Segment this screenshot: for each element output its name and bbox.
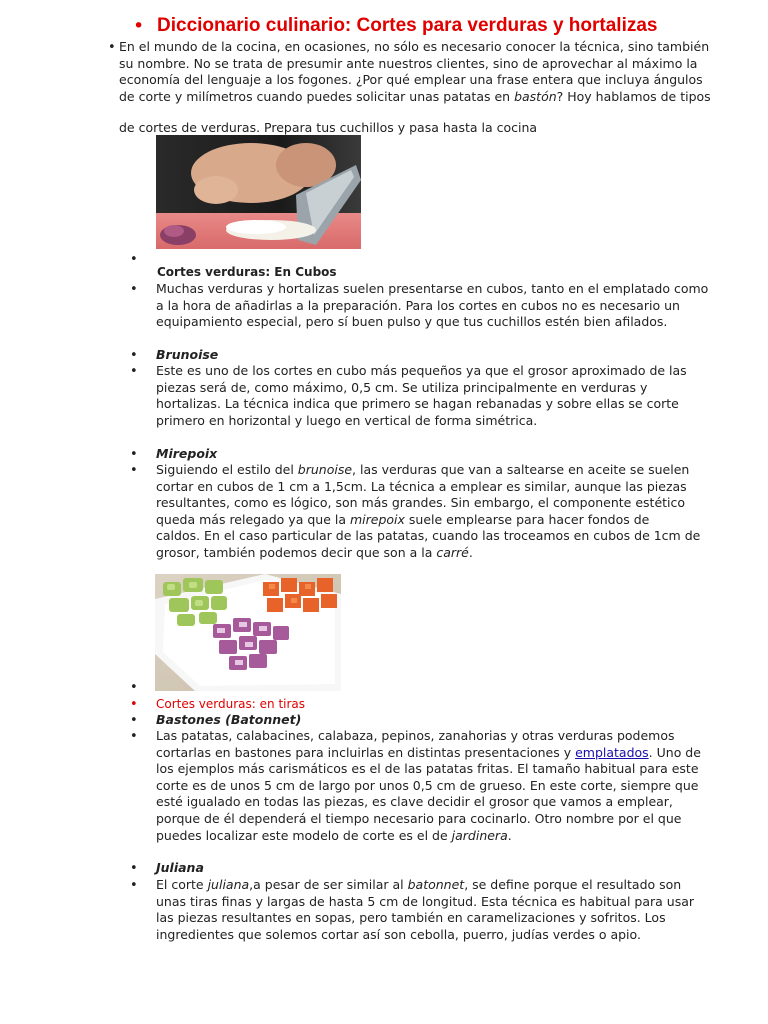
section-heading-bastones: Bastones (Batonnet) (156, 712, 302, 727)
text-line: las piezas resultantes en sopas, pero también en caramelizaciones y sofritos. Los (156, 910, 666, 926)
text-line: caldos. En el caso particular de las patatas, cuando las troceamos en cubos de 1cm de (156, 528, 701, 544)
text-line: equipamiento especial, pero sí buen pulso y que tus cuchillos estén bien afilados. (156, 314, 668, 330)
text-line: piezas será de, como máximo, 0,5 cm. Se utiliza principalmente en verduras y (156, 379, 648, 395)
bullet: • (130, 697, 138, 712)
text-line: Las patatas, calabacines, calabaza, pepinos, zanahorias y otras verduras podemos (156, 728, 675, 743)
text-line: cortar en cubos de 1 cm a 1,5cm. La técnica a emplear es similar, aunque las piezas (156, 478, 687, 494)
text-line: a la hora de añadirlas a la preparación. Para los cortes en cubos no es necesario un (156, 297, 680, 313)
knife-chopping-photo (156, 135, 361, 249)
bullet: • (130, 447, 138, 462)
text-line: los ejemplos más carismáticos es el de las patatas fritas. El tamaño habitual para este (156, 761, 699, 777)
emplatados-link[interactable]: emplatados (575, 744, 649, 760)
bullet: • (108, 40, 116, 55)
text-line: queda más relegado ya que la mirepoix suele emplearse para hacer fondos de (156, 511, 650, 527)
section-heading-brunoise: Brunoise (156, 347, 219, 362)
cubos-paragraph (156, 281, 708, 331)
text-line: El corte juliana,a pesar de ser similar al batonnet, se define porque el resultado son (156, 877, 682, 892)
brunoise-paragraph (156, 363, 687, 429)
text-line: de corte y milímetros cuando puedes solicitar unas patatas en bastón? Hoy hablamos de tipos (119, 88, 711, 104)
mirepoix-paragraph (156, 462, 700, 562)
text-line: puedes localizar este modelo de corte es el de jardinera. (156, 827, 512, 843)
section-heading-mirepoix: Mirepoix (156, 446, 218, 461)
bullet: • (130, 878, 138, 893)
text-line: Este es uno de los cortes en cubo más pequeños ya que el grosor aproximado de las (156, 363, 687, 378)
bullet: • (130, 364, 138, 379)
text-line: esté igualado en todas las piezas, es clave decidir el grosor que vamos a emplear, (156, 794, 673, 810)
text-line: Siguiendo el estilo del brunoise, las verduras que van a saltearse en aceite se suelen (156, 462, 690, 477)
diced-vegetables-photo (155, 574, 341, 691)
bullet: • (130, 729, 138, 744)
bastones-paragraph (156, 728, 701, 844)
text-line: Muchas verduras y hortalizas suelen presentarse en cubos, tanto en el emplatado como (156, 281, 709, 296)
bullet: • (130, 463, 138, 478)
text-line: unas tiras finas y largas de hasta 5 cm de longitud. Esta técnica es habitual para usar (156, 893, 695, 909)
text-line: porque de él dependerá el tiempo necesario para cocinarlo. Otro nombre por el que (156, 810, 682, 826)
bullet: • (130, 680, 138, 695)
section-heading-cubos: Cortes verduras: En Cubos (157, 265, 337, 279)
text-line: su nombre. No se trata de presumir ante nuestros clientes, sino de aprovechar al máximo la (119, 55, 698, 71)
page-title: Diccionario culinario: Cortes para verduras y hortalizas (157, 15, 658, 36)
juliana-paragraph (156, 877, 694, 943)
text-line: de cortes de verduras. Prepara tus cuchillos y pasa hasta la cocina (119, 120, 538, 135)
bullet: • (130, 252, 138, 267)
text-line: primero en horizontal y luego en vertical de forma simétrica. (156, 412, 538, 428)
bullet: • (130, 713, 138, 728)
bullet: • (130, 348, 138, 363)
text-line: En el mundo de la cocina, en ocasiones, no sólo es necesario conocer la técnica, sino también (119, 39, 710, 54)
text-line: resultantes, como es lógico, son más grandes. Sin embargo, el componente estético (156, 495, 686, 511)
text-line: ingredientes que solemos cortar así son cebolla, puerro, judías verdes o apio. (156, 926, 641, 942)
title-bullet: • (133, 15, 145, 37)
bullet: • (130, 861, 138, 876)
text-line: cortarlas en bastones para incluirlas en distintas presentaciones y emplatados. Uno de (156, 744, 701, 760)
text-line: corte es de unos 5 cm de largo por unos 0,5 cm de grueso. En este corte, siempre que (156, 777, 699, 793)
intro-paragraph (119, 39, 711, 105)
text-line: hortalizas. La técnica indica que primero se hagan rebanadas y sobre ellas se corte (156, 396, 679, 412)
text-line: grosor, también podemos decir que son a la carré. (156, 544, 473, 560)
text-line: economía del lenguaje a los fogones. ¿Por qué emplear una frase entera que incluya ángulos (119, 72, 703, 88)
bullet: • (130, 282, 138, 297)
section-heading-tiras: Cortes verduras: en tiras (156, 697, 306, 711)
section-heading-juliana: Juliana (156, 860, 204, 875)
